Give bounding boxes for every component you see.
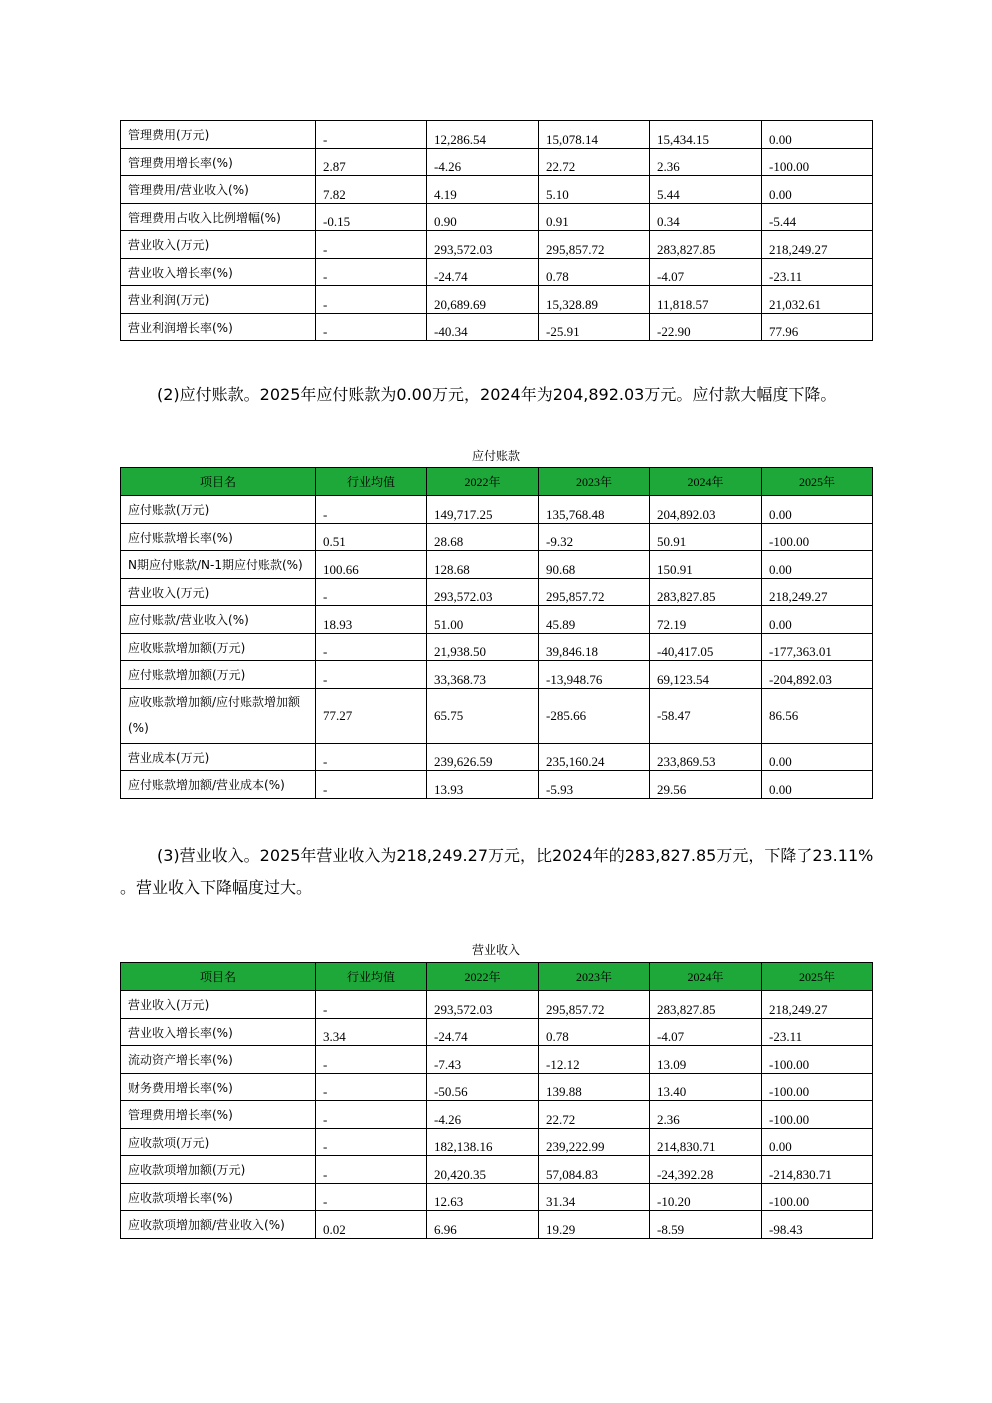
- table-cell: -: [316, 496, 427, 524]
- table-cell: 0.91: [539, 203, 650, 231]
- table-row: [121, 991, 873, 1019]
- row-label: 应收款项增长率(%): [121, 1183, 316, 1211]
- table-cell: -7.43: [427, 1046, 539, 1074]
- table-row: [121, 121, 873, 149]
- table-cell: -100.00: [762, 1183, 873, 1211]
- table-cell: 77.27: [316, 688, 427, 743]
- table-cell: 100.66: [316, 551, 427, 579]
- table-cell: 293,572.03: [427, 578, 539, 606]
- table-cell: 0.02: [316, 1211, 427, 1239]
- table-cell: -: [316, 1156, 427, 1184]
- table-cell: 182,138.16: [427, 1128, 539, 1156]
- table-cell: -23.11: [762, 258, 873, 286]
- table-body: [121, 991, 873, 1239]
- table-cell: 135,768.48: [539, 496, 650, 524]
- table-header: [121, 468, 873, 496]
- table-row: [121, 771, 873, 799]
- row-label: 应付账款增加额(万元): [121, 661, 316, 689]
- header-row: [121, 963, 873, 991]
- table-header: [121, 963, 873, 991]
- column-header: 2025年: [762, 963, 873, 991]
- table-cell: 33,368.73: [427, 661, 539, 689]
- table-cell: -5.44: [762, 203, 873, 231]
- table-cell: -: [316, 991, 427, 1019]
- row-label: 应付账款/营业收入(%): [121, 606, 316, 634]
- table-row: [121, 203, 873, 231]
- table-cell: 0.78: [539, 258, 650, 286]
- table-cell: -214,830.71: [762, 1156, 873, 1184]
- table-cell: 90.68: [539, 551, 650, 579]
- table-cell: 28.68: [427, 523, 539, 551]
- table-cell: 283,827.85: [650, 231, 762, 259]
- table-cell: -: [316, 1046, 427, 1074]
- table-cell: 0.00: [762, 176, 873, 204]
- table-cell: 77.96: [762, 313, 873, 341]
- table-cell: 218,249.27: [762, 991, 873, 1019]
- table-cell: 20,420.35: [427, 1156, 539, 1184]
- table-cell: -100.00: [762, 1046, 873, 1074]
- table-body: [121, 496, 873, 799]
- table-cell: 11,818.57: [650, 286, 762, 314]
- table-row: [121, 606, 873, 634]
- table-cell: -285.66: [539, 688, 650, 743]
- row-label: 营业利润增长率(%): [121, 313, 316, 341]
- row-label: 营业收入增长率(%): [121, 258, 316, 286]
- row-label: 营业收入(万元): [121, 991, 316, 1019]
- table-cell: -0.15: [316, 203, 427, 231]
- table-cell: 12,286.54: [427, 121, 539, 149]
- row-label: 应付账款(万元): [121, 496, 316, 524]
- column-header: 2024年: [650, 468, 762, 496]
- table-cell: -22.90: [650, 313, 762, 341]
- table-row: [121, 661, 873, 689]
- column-header: 2024年: [650, 963, 762, 991]
- table-row: [121, 1018, 873, 1046]
- table-cell: -: [316, 313, 427, 341]
- table-cell: -: [316, 231, 427, 259]
- table-cell: 149,717.25: [427, 496, 539, 524]
- table-row: [121, 1073, 873, 1101]
- column-header: 项目名: [121, 963, 316, 991]
- table-cell: 15,078.14: [539, 121, 650, 149]
- table-row: [121, 633, 873, 661]
- row-label: 应收款项增加额(万元): [121, 1156, 316, 1184]
- row-label: 应收款项增加额/营业收入(%): [121, 1211, 316, 1239]
- table-cell: -: [316, 1073, 427, 1101]
- table-cell: 86.56: [762, 688, 873, 743]
- table-cell: 13.93: [427, 771, 539, 799]
- table-cell: 5.44: [650, 176, 762, 204]
- table-cell: 3.34: [316, 1018, 427, 1046]
- table-cell: 0.00: [762, 1128, 873, 1156]
- table-cell: 57,084.83: [539, 1156, 650, 1184]
- table-cell: -25.91: [539, 313, 650, 341]
- table-row: [121, 1211, 873, 1239]
- table-caption-operating-revenue: 营业收入: [471, 943, 520, 957]
- table-cell: -8.59: [650, 1211, 762, 1239]
- table-cell: 6.96: [427, 1211, 539, 1239]
- table-cell: 218,249.27: [762, 578, 873, 606]
- table-cell: 22.72: [539, 1101, 650, 1129]
- table-row: [121, 743, 873, 771]
- table-cell: 0.51: [316, 523, 427, 551]
- table-cell: 293,572.03: [427, 231, 539, 259]
- table-cell: 0.00: [762, 771, 873, 799]
- table-cell: 21,938.50: [427, 633, 539, 661]
- table-cell: -40.34: [427, 313, 539, 341]
- table-cell: 21,032.61: [762, 286, 873, 314]
- row-label: 应收款项(万元): [121, 1128, 316, 1156]
- table-cell: -58.47: [650, 688, 762, 743]
- table-row: [121, 1183, 873, 1211]
- operating-revenue-table: [120, 962, 873, 1239]
- table-cell: 0.00: [762, 551, 873, 579]
- table-cell: 0.00: [762, 121, 873, 149]
- table-cell: -9.32: [539, 523, 650, 551]
- table-cell: 2.36: [650, 1101, 762, 1129]
- table-cell: 12.63: [427, 1183, 539, 1211]
- table-cell: 239,222.99: [539, 1128, 650, 1156]
- table-cell: 13.40: [650, 1073, 762, 1101]
- column-header: 项目名: [121, 468, 316, 496]
- table-cell: 31.34: [539, 1183, 650, 1211]
- row-label: 管理费用增长率(%): [121, 148, 316, 176]
- table-cell: 51.00: [427, 606, 539, 634]
- table-row: [121, 523, 873, 551]
- table-cell: 295,857.72: [539, 231, 650, 259]
- table-row: [121, 231, 873, 259]
- accounts-payable-table: [120, 467, 873, 799]
- table-cell: -100.00: [762, 1101, 873, 1129]
- table-cell: -204,892.03: [762, 661, 873, 689]
- table-cell: -23.11: [762, 1018, 873, 1046]
- table-cell: 0.00: [762, 496, 873, 524]
- table-row: [121, 1128, 873, 1156]
- table-cell: 295,857.72: [539, 991, 650, 1019]
- table-cell: 50.91: [650, 523, 762, 551]
- table-cell: -10.20: [650, 1183, 762, 1211]
- table-cell: -: [316, 771, 427, 799]
- table-cell: -: [316, 578, 427, 606]
- table-cell: 2.87: [316, 148, 427, 176]
- row-label: 应付账款增长率(%): [121, 523, 316, 551]
- table-cell: -4.07: [650, 1018, 762, 1046]
- table-cell: 139.88: [539, 1073, 650, 1101]
- table-cell: 15,328.89: [539, 286, 650, 314]
- table-cell: -50.56: [427, 1073, 539, 1101]
- table-cell: -12.12: [539, 1046, 650, 1074]
- row-label: 应付账款增加额/营业成本(%): [121, 771, 316, 799]
- table-cell: 283,827.85: [650, 578, 762, 606]
- table-cell: 45.89: [539, 606, 650, 634]
- table-cell: 15,434.15: [650, 121, 762, 149]
- row-label: 营业收入增长率(%): [121, 1018, 316, 1046]
- table-cell: -24.74: [427, 1018, 539, 1046]
- table-cell: -: [316, 743, 427, 771]
- table-cell: -24,392.28: [650, 1156, 762, 1184]
- table-cell: 18.93: [316, 606, 427, 634]
- row-label: 营业成本(万元): [121, 743, 316, 771]
- table-cell: -5.93: [539, 771, 650, 799]
- table-cell: 39,846.18: [539, 633, 650, 661]
- table-cell: -98.43: [762, 1211, 873, 1239]
- table-row: [121, 496, 873, 524]
- column-header: 2025年: [762, 468, 873, 496]
- table-cell: 283,827.85: [650, 991, 762, 1019]
- table-cell: -: [316, 121, 427, 149]
- table-row: [121, 688, 873, 743]
- table-row: [121, 1101, 873, 1129]
- table-cell: 0.90: [427, 203, 539, 231]
- table-cell: 214,830.71: [650, 1128, 762, 1156]
- paragraph-operating-revenue: [120, 840, 900, 904]
- row-label: 营业收入(万元): [121, 578, 316, 606]
- paragraph-line: (3)营业收入。2025年营业收入为218,249.27万元，比2024年的283,827.85万元，下降了23.11%: [157, 846, 874, 865]
- table-cell: 4.19: [427, 176, 539, 204]
- table-cell: 293,572.03: [427, 991, 539, 1019]
- table-cell: -100.00: [762, 523, 873, 551]
- table-body: [121, 121, 873, 341]
- row-label: 管理费用占收入比例增幅(%): [121, 203, 316, 231]
- table-cell: -100.00: [762, 148, 873, 176]
- table-cell: 0.00: [762, 743, 873, 771]
- paragraph-line: 。营业收入下降幅度过大。: [120, 878, 313, 897]
- table-cell: 235,160.24: [539, 743, 650, 771]
- table-cell: 22.72: [539, 148, 650, 176]
- table-cell: -4.07: [650, 258, 762, 286]
- table-cell: 5.10: [539, 176, 650, 204]
- table-cell: 0.78: [539, 1018, 650, 1046]
- column-header: 2022年: [427, 468, 539, 496]
- table-cell: -100.00: [762, 1073, 873, 1101]
- column-header: 行业均值: [316, 468, 427, 496]
- table-cell: -: [316, 1183, 427, 1211]
- table-cell: -24.74: [427, 258, 539, 286]
- row-label: 财务费用增长率(%): [121, 1073, 316, 1101]
- table-cell: -: [316, 1101, 427, 1129]
- row-label: 管理费用(万元): [121, 121, 316, 149]
- table-cell: 0.00: [762, 606, 873, 634]
- table-cell: -: [316, 1128, 427, 1156]
- row-label: N期应付账款/N-1期应付账款(%): [121, 551, 316, 579]
- table-row: [121, 286, 873, 314]
- table-cell: 65.75: [427, 688, 539, 743]
- table-cell: 150.91: [650, 551, 762, 579]
- table-cell: 233,869.53: [650, 743, 762, 771]
- row-label: 管理费用增长率(%): [121, 1101, 316, 1129]
- paragraph-accounts-payable: (2)应付账款。2025年应付账款为0.00万元，2024年为204,892.03万元。应付款大幅度下降。: [157, 385, 837, 404]
- management-expense-table: [120, 120, 873, 341]
- row-label: 应收账款增加额/应付账款增加额(%): [121, 688, 316, 743]
- table-cell: -4.26: [427, 1101, 539, 1129]
- table-cell: 218,249.27: [762, 231, 873, 259]
- column-header: 2022年: [427, 963, 539, 991]
- table-cell: 29.56: [650, 771, 762, 799]
- table-cell: -4.26: [427, 148, 539, 176]
- table-row: [121, 313, 873, 341]
- column-header: 2023年: [539, 963, 650, 991]
- table-cell: 239,626.59: [427, 743, 539, 771]
- column-header: 2023年: [539, 468, 650, 496]
- table-cell: -13,948.76: [539, 661, 650, 689]
- table-cell: 20,689.69: [427, 286, 539, 314]
- header-row: [121, 468, 873, 496]
- row-label: 营业收入(万元): [121, 231, 316, 259]
- table-cell: -: [316, 286, 427, 314]
- table-cell: -: [316, 661, 427, 689]
- table-cell: -177,363.01: [762, 633, 873, 661]
- table-cell: 72.19: [650, 606, 762, 634]
- table-cell: 128.68: [427, 551, 539, 579]
- table-cell: 7.82: [316, 176, 427, 204]
- table-cell: 204,892.03: [650, 496, 762, 524]
- table-row: [121, 551, 873, 579]
- table-row: [121, 148, 873, 176]
- table-row: [121, 258, 873, 286]
- table-caption-accounts-payable: 应付账款: [471, 449, 520, 463]
- table-cell: -: [316, 633, 427, 661]
- table-row: [121, 176, 873, 204]
- table-cell: -40,417.05: [650, 633, 762, 661]
- table-cell: -: [316, 258, 427, 286]
- table-row: [121, 1046, 873, 1074]
- table-cell: 2.36: [650, 148, 762, 176]
- row-label: 营业利润(万元): [121, 286, 316, 314]
- table-cell: 295,857.72: [539, 578, 650, 606]
- row-label: 应收账款增加额(万元): [121, 633, 316, 661]
- row-label: 流动资产增长率(%): [121, 1046, 316, 1074]
- table-cell: 19.29: [539, 1211, 650, 1239]
- column-header: 行业均值: [316, 963, 427, 991]
- table-row: [121, 578, 873, 606]
- table-cell: 0.34: [650, 203, 762, 231]
- table-cell: 69,123.54: [650, 661, 762, 689]
- row-label: 管理费用/营业收入(%): [121, 176, 316, 204]
- table-cell: 13.09: [650, 1046, 762, 1074]
- table-row: [121, 1156, 873, 1184]
